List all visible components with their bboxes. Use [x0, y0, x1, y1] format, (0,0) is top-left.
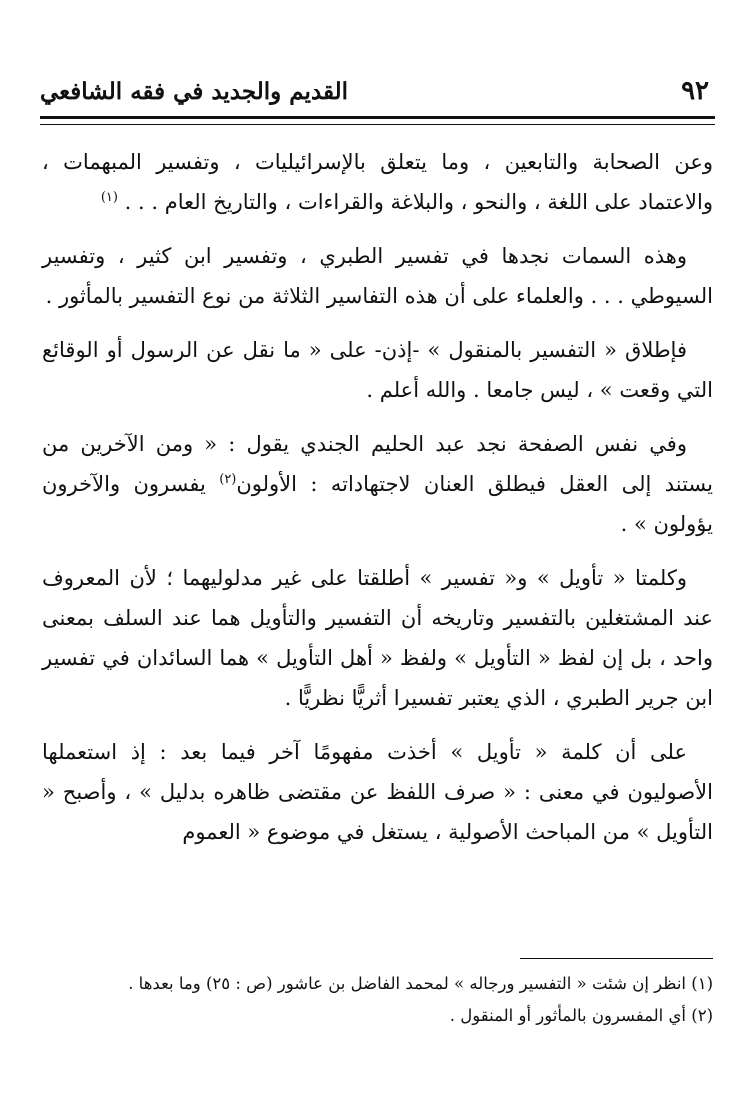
page-header [40, 76, 715, 116]
body-text [42, 142, 713, 866]
paragraph-3: فإطلاق « التفسير بالمنقول » -إذن- على « ما نقل عن الرسول أو الوقائع التي وقعت » ، ليس جامعا . والله أعلم . [42, 338, 713, 402]
paragraph-1 [42, 142, 713, 222]
paragraph-6: على أن كلمة « تأويل » أخذت مفهومًا آخر فيما بعد : إذ استعملها الأصوليون في معنى : « صرف اللفظ عن مقتضى ظاهره بدليل » ، وأصبح « التأويل » من المباحث الأصولية ، يستغل في موضوع « العموم [42, 740, 713, 844]
footnotes [42, 968, 713, 1032]
paragraph-4-text-b: يفسرون والآخرون يؤولون » . [42, 472, 713, 536]
footnote-ref-1: (١) [100, 190, 118, 205]
page-number: ٩٢ [681, 76, 709, 106]
footnote-rule [520, 958, 713, 959]
footnote-2: (٢) أي المفسرون بالمأثور أو المنقول . [449, 1006, 713, 1025]
paragraph-4-text-a: وفي نفس الصفحة نجد عبد الحليم الجندي يقول : « ومن الآخرين من يستند إلى العقل فيطلق العنان لاجتهاداته : الأولون [42, 432, 713, 496]
running-title: القديم والجديد في فقه الشافعي [40, 78, 349, 105]
paragraph-2: وهذه السمات نجدها في تفسير الطبري ، وتفسير ابن كثير ، وتفسير السيوطي . . . والعلماء على أن هذه التفاسير الثلاثة من نوع التفسير بالمأثور . [42, 244, 713, 308]
footnote-ref-2: (٢) [219, 472, 237, 487]
header-rule-thick [40, 116, 715, 119]
paragraph-1-text: وعن الصحابة والتابعين ، وما يتعلق بالإسرائيليات ، وتفسير المبهمات ، والاعتماد على اللغة ، والنحو ، والبلاغة والقراءات ، والتاريخ العام . . . [42, 150, 713, 214]
paragraph-4 [42, 424, 713, 544]
footnote-1: (١) انظر إن شئت « التفسير ورجاله » لمحمد الفاضل بن عاشور (ص : ٢٥) وما بعدها . [128, 974, 713, 993]
paragraph-5: وكلمتا « تأويل » و« تفسير » أطلقتا على غير مدلوليهما ؛ لأن المعروف عند المشتغلين بالتفسير وتاريخه أن التفسير والتأويل هما عند السلف بمعنى واحد ، بل إن لفظ « التأويل » ولفظ « أهل التأويل » هما السائدان في تفسير ابن جرير الطبري ، الذي يعتبر تفسيرا أثريًّا نظريًّا . [42, 566, 713, 710]
header-rule-thin [40, 124, 715, 125]
